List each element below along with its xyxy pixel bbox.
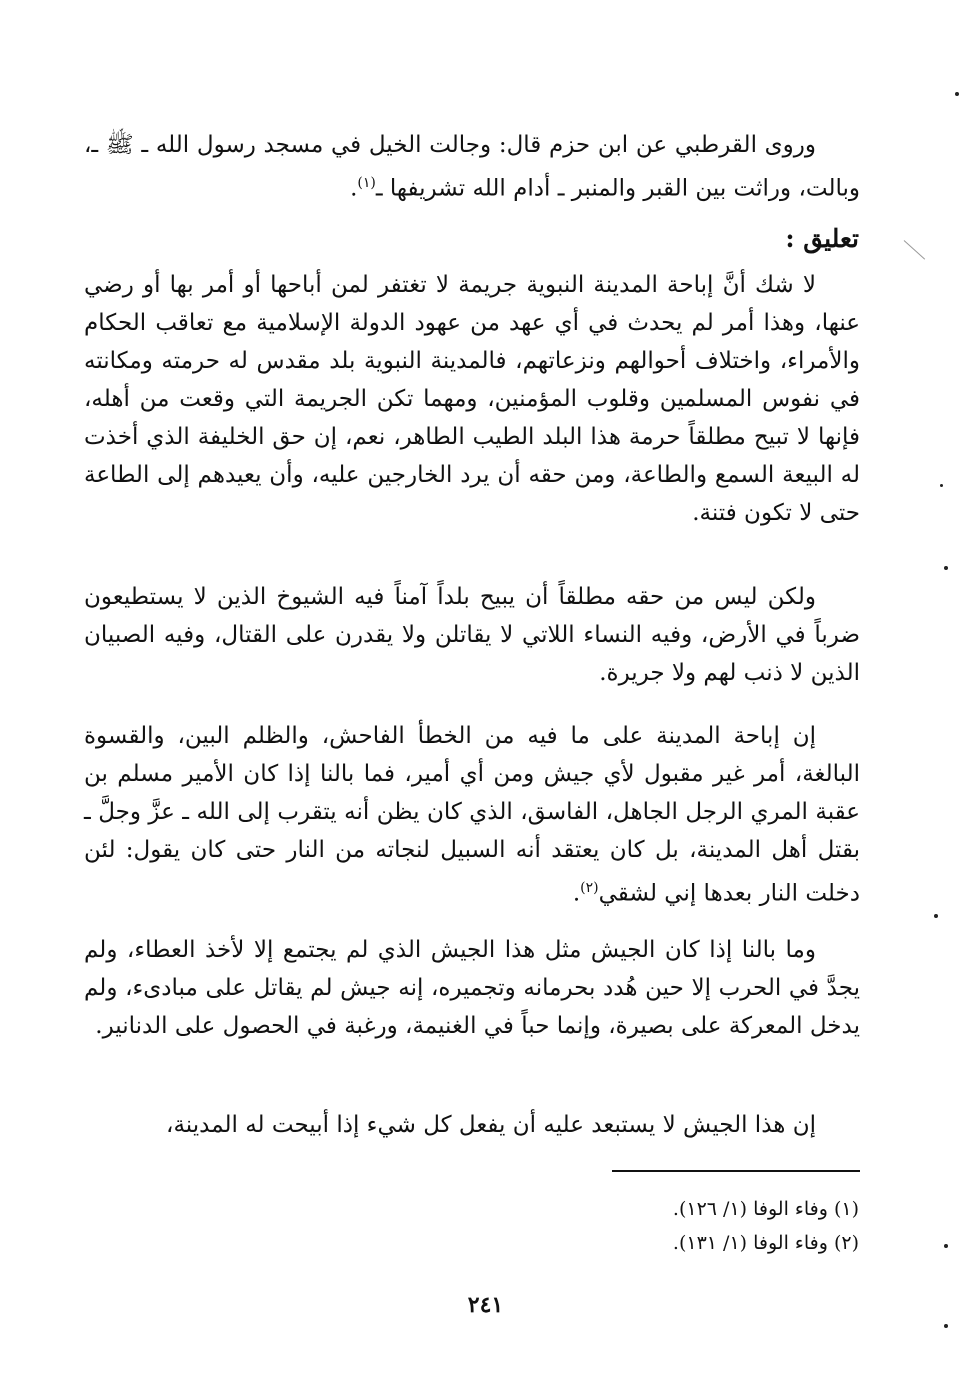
paragraph-4 [84, 931, 860, 1045]
footnote-2: (٢) وفاء الوفا (١/ ١٣١). [672, 1232, 859, 1254]
scan-speck [944, 566, 948, 570]
paragraph-3 [84, 717, 860, 913]
paragraph-5-text: إن هذا الجيش لا يستبعد عليه أن يفعل كل شيء إذا أبيحت له المدينة، [166, 1112, 816, 1138]
intro-text: وروى القرطبي عن ابن حزم قال: وجالت الخيل في مسجد رسول الله ـ ﷺ ـ، وبالت، وراثت بين القبر والمنبر ـ أدام الله تشريفها ـ [84, 132, 860, 202]
scan-speck [940, 484, 943, 487]
paragraph-2-text: ولكن ليس من حقه مطلقاً أن يبيح بلداً آمناً فيه الشيوخ الذين لا يستطيعون ضرباً في الأرض، وفيه النساء اللاتي لا يقاتلن ولا يقدرن على القتال، وفيه الصبيان الذين لا ذنب لهم ولا جريرة. [84, 584, 861, 686]
section-heading: تعليق : [785, 224, 859, 253]
paragraph-4-text: وما بالنا إذا كان الجيش مثل هذا الجيش الذي لم يجتمع إلا لأخذ العطاء، ولم يجدَّ في الحرب إلا حين هُدد بحرمانه وتجميره، إنه جيش لم يقاتل على مبادىء، ولم يدخل المعركة على بصيرة، وإنما حباً في الغنيمة، ورغبة في الحصول على الدنانير. [84, 937, 860, 1039]
footnote-ref-1: (١) [357, 175, 376, 191]
paragraph-2 [84, 578, 860, 692]
footnote-1: (١) وفاء الوفا (١/ ١٢٦). [672, 1198, 859, 1220]
footnotes [673, 1192, 859, 1260]
paragraph-1-text: لا شك أنَّ إباحة المدينة النبوية جريمة لا تغتفر لمن أباحها أو أمر بها أو رضي عنها، وهذا أمر لم يحدث في أي عهد من عهود الدولة الإسلامية مع تعاقب الحكام والأمراء، واختلاف أحوالهم ونزعاتهم، فالمدينة النبوية بلد مقدس له حرمته ومكانته في نفوس المسلمين وقلوب المؤمنين، ومهما تكن الجريمة التي وقعت من أهله، فإنها لا تبيح مطلقاً حرمة هذا البلد الطيب الطاهر، نعم، إن حق الخليفة الذي أخذت له البيعة السمع والطاعة، ومن حقه أن يرد الخارجين عليه، وأن يعيدهم إلى الطاعة حتى لا تكون فتنة. [84, 272, 860, 526]
intro-paragraph [84, 126, 860, 208]
intro-end: . [350, 175, 358, 202]
scan-stroke [904, 240, 925, 259]
scan-speck [944, 1324, 948, 1328]
paragraph-3-end: . [572, 880, 581, 907]
paragraph-5 [84, 1106, 860, 1144]
footnote-divider [612, 1170, 860, 1172]
scan-speck [934, 914, 938, 918]
paragraph-1 [84, 266, 860, 532]
scan-speck [944, 1244, 948, 1248]
scan-speck [955, 92, 959, 96]
paragraph-3-text: إن إباحة المدينة على ما فيه من الخطأ الفاحش، والظلم البين، والقسوة البالغة، أمر غير مقبول لأي جيش ومن أي أمير، فما بالنا إذا كان الأمير مسلم بن عقبة المري الرجل الجاهل، الفاسق، الذي كان يظن أنه يتقرب إلى الله ـ عزَّ وجلَّ ـ بقتل أهل المدينة، بل كان يعتقد أنه السبيل لنجاته من النار حتى كان يقول: لئن دخلت النار بعدها إني لشقي [84, 723, 860, 907]
page-number: ٢٤١ [467, 1292, 504, 1318]
footnote-ref-2: (٢) [580, 880, 599, 896]
